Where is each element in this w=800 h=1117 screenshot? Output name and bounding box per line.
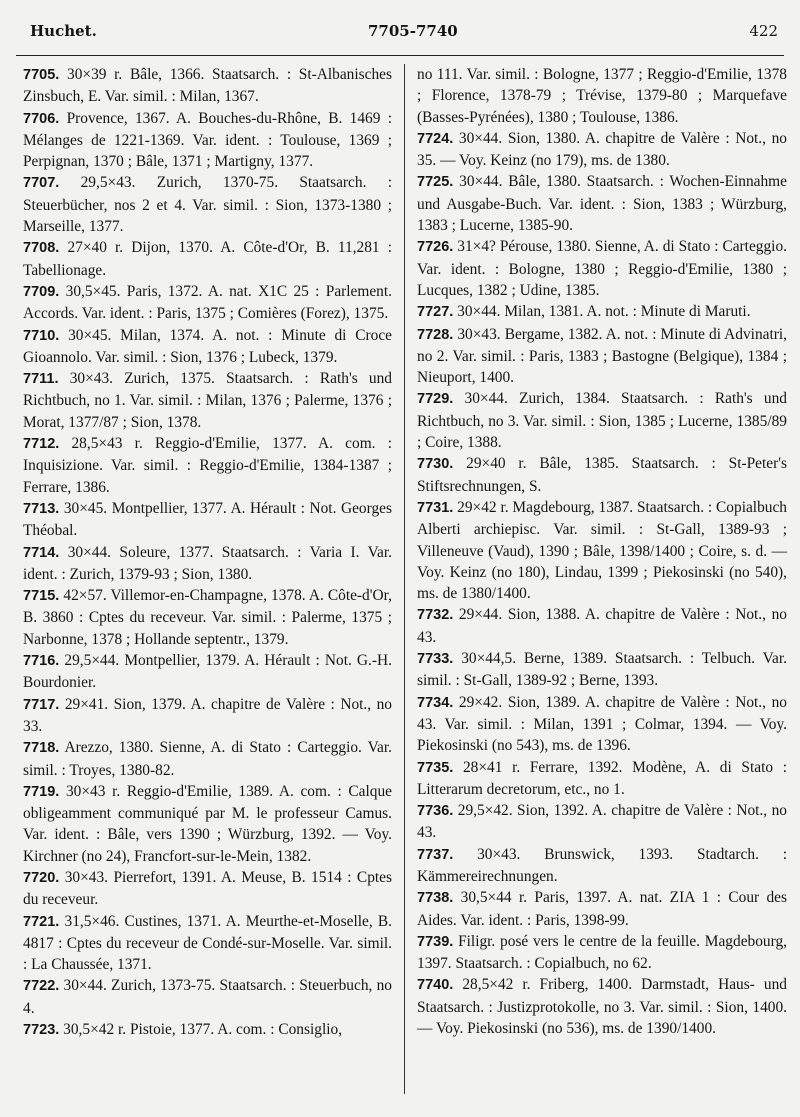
entry-text: 29,5×42. Sion, 1392. A. chapitre de Valère : Not., no 43. [417, 802, 787, 842]
entry-number: 7732. [417, 607, 454, 624]
entry-number: 7724. [417, 130, 454, 147]
entry-number: 7713. [23, 500, 60, 517]
entry-number: 7708. [23, 240, 60, 257]
entry-number: 7727. [417, 304, 454, 321]
entry-number: 7722. [23, 978, 60, 995]
catalog-entry [23, 64, 392, 108]
entry-number: 7739. [417, 933, 454, 950]
entry-number: 7714. [23, 544, 60, 561]
entry-text: 28,5×43 r. Reggio-d'Emilie, 1377. A. com. : Inquisizione. Var. simil. : Reggio-d'Emilie, 1384-1387 ; Ferrare, 1386. [23, 435, 392, 496]
catalog-entry [23, 911, 392, 976]
entry-number: 7723. [23, 1022, 60, 1039]
page-header [30, 22, 778, 46]
left-column [23, 64, 392, 1041]
catalog-entry [23, 542, 392, 586]
catalog-entry [417, 931, 787, 975]
catalog-entry [417, 301, 787, 323]
entry-number: 7733. [417, 651, 454, 668]
entry-text: 29,5×44. Montpellier, 1379. A. Hérault : Not. G.-H. Bourdonier. [23, 652, 392, 692]
catalog-entry [23, 585, 392, 650]
entry-text: 30×44. Milan, 1381. A. not. : Minute di Maruti. [457, 303, 751, 321]
catalog-entry [417, 800, 787, 844]
entry-number: 7725. [417, 174, 454, 191]
entry-text: 30×43. Brunswick, 1393. Stadtarch. : Kämmereirechnungen. [417, 845, 787, 885]
entry-text: 30×43. Pierrefort, 1391. A. Meuse, B. 1514 : Cptes du receveur. [23, 868, 392, 909]
entry-text: Provence, 1367. A. Bouches-du-Rhône, B. 1469 : Mélanges de 1221-1369. Var. ident. : Toulouse, 1369 ; Perpignan, 1370 ; Bâle, 1371 ; Martigny, 1377. [23, 109, 392, 171]
entry-text: 30×44,5. Berne, 1389. Staatsarch. : Telbuch. Var. simil. : St-Gall, 1389-92 ; Berne, 1393. [417, 650, 787, 690]
running-head-author: Huchet. [30, 22, 97, 40]
entry-number: 7734. [417, 694, 454, 711]
entry-number: 7707. [23, 175, 60, 192]
entry-number: 7730. [417, 456, 454, 473]
catalog-entry [417, 171, 787, 236]
catalog-entry [23, 694, 392, 738]
catalog-entry [23, 172, 392, 237]
entry-number: 7716. [23, 653, 60, 670]
entry-text: 30×44. Sion, 1380. A. chapitre de Valère : Not., no 35. — Voy. Keinz (no 179), ms. de 1380. [417, 129, 787, 170]
entry-number: 7729. [417, 391, 454, 408]
entry-text: 29×40 r. Bâle, 1385. Staatsarch. : St-Peter's Stiftsrechnungen, S. [417, 455, 787, 495]
catalog-entry [23, 108, 392, 173]
right-column [417, 64, 787, 1039]
entry-text: 31×4? Pérouse, 1380. Sienne, A. di Stato : Carteggio. Var. ident. : Bologne, 1380 ; Reggio-d'Emilie, 1380 ; Lucques, 1382 ; Udine, 1385. [417, 238, 787, 299]
entry-text: 28,5×42 r. Friberg, 1400. Darmstadt, Haus- und Staatsarch. : Justizprotokolle, no 3. Var. simil. : Sion, 1400. — Voy. Piekosinski (no 536), ms. de 1390/1400. [417, 976, 787, 1038]
catalog-entry [417, 128, 787, 172]
catalog-entry [23, 237, 392, 281]
catalog-entry [417, 236, 787, 301]
catalog-entry [417, 64, 787, 128]
catalog-entry [23, 1019, 392, 1041]
catalog-entry [417, 604, 787, 648]
entry-text: 29×44. Sion, 1388. A. chapitre de Valère : Not., no 43. [417, 606, 787, 646]
catalog-entry [23, 781, 392, 867]
entry-number: 7712. [23, 436, 60, 453]
entry-text: 30×44. Zurich, 1384. Staatsarch. : Rath's und Richtbuch, no 3. Var. simil. : Sion, 1385 ; Lucerne, 1385/89 ; Coire, 1388. [417, 390, 787, 452]
catalog-entry [417, 497, 787, 604]
entry-number: 7731. [417, 499, 454, 516]
catalog-entry [417, 388, 787, 453]
page-number: 422 [749, 22, 778, 40]
entry-text: 28×41 r. Ferrare, 1392. Modène, A. di Stato : Litterarum decretorum, etc., no 1. [417, 758, 787, 798]
entry-number: 7718. [23, 740, 60, 757]
entry-number: 7711. [23, 371, 59, 388]
entry-text: 30,5×45. Paris, 1372. A. nat. X1C 25 : Parlement. Accords. Var. ident. : Paris, 1375 ; Comières (Forez), 1375. [23, 282, 393, 323]
entry-text: 29×42 r. Magdebourg, 1387. Staatsarch. : Copialbuch Alberti archiepisc. Var. simil. : St-Gall, 1389-93 ; Villeneuve (Vaud), 1390 ; Bâle, 1398/1400 ; Coire, s. d. — Voy. Keinz (no 180), Lindau, 1399 ; Piekosinski (no 540), ms. de 1380/1400. [417, 498, 787, 603]
entry-number: 7735. [417, 759, 454, 776]
entry-text: 30×43 r. Reggio-d'Emilie, 1389. A. com. : Calque obligeamment communiqué par M. le professeur Camus. Var. ident. : Bâle, vers 1390 ; Würzburg, 1392. — Voy. Kirchner (no 24), Francfort-sur-le-Mein, 1382. [23, 782, 392, 865]
entry-number: 7737. [417, 846, 454, 863]
catalog-entry [23, 737, 392, 781]
entry-text: 27×40 r. Dijon, 1370. A. Côte-d'Or, B. 11,281 : Tabellionage. [23, 239, 392, 279]
running-head-range: 7705-7740 [368, 22, 458, 40]
entry-text: 30,5×44 r. Paris, 1397. A. nat. ZIA 1 : Cour des Aides. Var. ident. : Paris, 1398-99. [417, 889, 787, 929]
entry-number: 7736. [417, 803, 454, 820]
catalog-entry [23, 368, 392, 433]
entry-number: 7706. [23, 110, 60, 127]
entry-number: 7709. [23, 283, 60, 300]
entry-text: 30×44. Zurich, 1373-75. Staatsarch. : Steuerbuch, no 4. [23, 977, 392, 1017]
entry-number: 7719. [23, 783, 60, 800]
entry-number: 7717. [23, 696, 60, 713]
catalog-entry [23, 433, 392, 498]
catalog-entry [23, 281, 392, 325]
entry-text: no 111. Var. simil. : Bologne, 1377 ; Reggio-d'Emilie, 1378 ; Florence, 1378-79 ; Trévise, 1379-80 ; Marquefave (Basses-Pyrénées), 1380 ; Toulouse, 1386. [417, 66, 787, 126]
catalog-entry [23, 867, 392, 911]
header-rule [16, 55, 784, 56]
entry-number: 7710. [23, 327, 60, 344]
entry-text: 30×39 r. Bâle, 1366. Staatsarch. : St-Albanisches Zinsbuch, E. Var. simil. : Milan, 1367. [23, 66, 392, 106]
entry-text: 29,5×43. Zurich, 1370-75. Staatsarch. : Steuerbücher, nos 2 et 4. Var. simil. : Sion, 1373-1380 ; Marseille, 1377. [23, 174, 392, 236]
entry-number: 7726. [417, 239, 454, 256]
catalog-entry [417, 757, 787, 801]
entry-text: 42×57. Villemor-en-Champagne, 1378. A. Côte-d'Or, B. 3860 : Cptes du receveur. Var. simil. : Palerme, 1375 ; Narbonne, 1378 ; Hollande septentr., 1379. [23, 587, 393, 648]
entry-number: 7705. [23, 67, 60, 83]
catalog-entry [23, 650, 392, 694]
entry-text: Arezzo, 1380. Sienne, A. di Stato : Carteggio. Var. simil. : Troyes, 1380-82. [23, 739, 392, 779]
entry-text: Filigr. posé vers le centre de la feuille. Magdebourg, 1397. Staatsarch. : Copialbuch, no 62. [417, 932, 787, 973]
entry-text: 30×45. Milan, 1374. A. not. : Minute di Croce Gioannolo. Var. simil. : Sion, 1376 ; Lubeck, 1379. [23, 326, 392, 366]
entry-text: 30×43. Bergame, 1382. A. not. : Minute di Advinatri, no 2. Var. simil. : Paris, 1383 ; Bastogne (Belgique), 1384 ; Nieuport, 1400. [417, 325, 787, 387]
catalog-entry [417, 844, 787, 888]
entry-text: 31,5×46. Custines, 1371. A. Meurthe-et-Moselle, B. 4817 : Cptes du receveur de Condé-sur-Moselle. Var. simil. : La Chaussée, 1371. [23, 912, 392, 974]
catalog-entry [23, 975, 392, 1019]
entry-text: 29×41. Sion, 1379. A. chapitre de Valère : Not., no 33. [23, 695, 393, 735]
catalog-entry [417, 324, 787, 389]
entry-text: 29×42. Sion, 1389. A. chapitre de Valère : Not., no 43. Var. simil. : Milan, 1391 ; Colmar, 1394. — Voy. Piekosinski (no 543), ms. de 1396. [417, 693, 787, 755]
entry-text: 30×44. Soleure, 1377. Staatsarch. : Varia I. Var. ident. : Zurich, 1379-93 ; Sion, 1380. [23, 543, 392, 583]
catalog-entry [23, 325, 392, 369]
entry-text: 30,5×42 r. Pistoie, 1377. A. com. : Consiglio, [63, 1021, 343, 1039]
entry-number: 7720. [23, 869, 60, 886]
entry-text: 30×45. Montpellier, 1377. A. Hérault : Not. Georges Théobal. [23, 499, 392, 540]
entry-text: 30×43. Zurich, 1375. Staatsarch. : Rath's und Richtbuch, no 1. Var. simil. : Milan, 1376 ; Palerme, 1376 ; Morat, 1377/87 ; Sion, 1378. [23, 370, 392, 431]
catalog-entry [417, 974, 787, 1039]
catalog-entry [417, 887, 787, 931]
catalog-entry [23, 498, 392, 542]
catalog-entry [417, 692, 787, 757]
entry-number: 7721. [23, 913, 60, 930]
entry-number: 7740. [417, 977, 454, 994]
entry-number: 7738. [417, 890, 454, 907]
entry-number: 7728. [417, 326, 454, 343]
entry-text: 30×44. Bâle, 1380. Staatsarch. : Wochen-Einnahme und Ausgabe-Buch. Var. ident. : Sion, 1383 ; Würzburg, 1383 ; Lucerne, 1385-90. [417, 173, 787, 235]
entry-number: 7715. [23, 588, 60, 605]
catalog-entry [417, 453, 787, 497]
column-divider [404, 64, 405, 1094]
catalog-entry [417, 648, 787, 692]
